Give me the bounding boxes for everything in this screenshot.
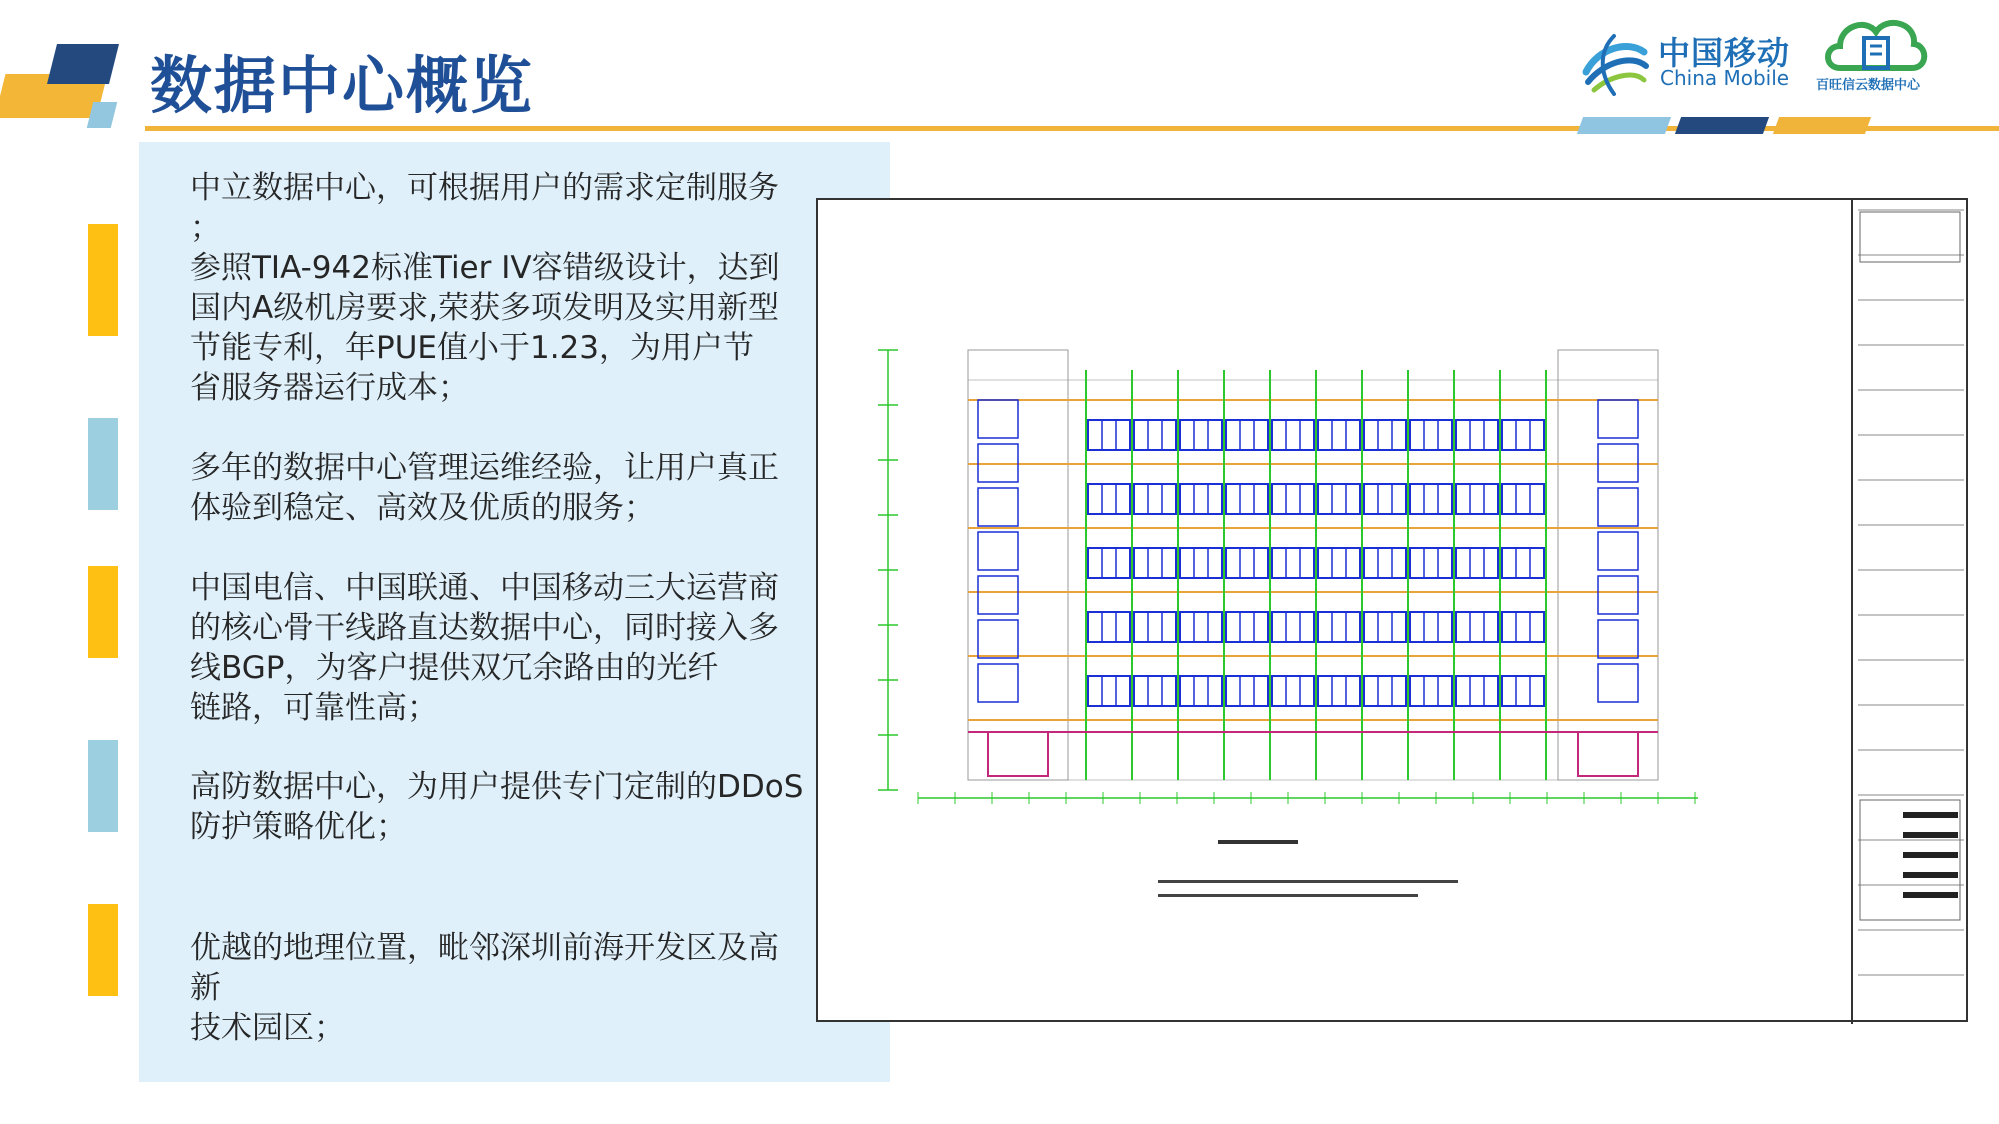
header-segment-light	[1577, 117, 1671, 134]
bullet-bar-3	[88, 566, 118, 658]
bullet-bar-4	[88, 740, 118, 832]
header-deco-dark	[47, 44, 119, 84]
bullet-bar-1	[88, 224, 118, 336]
park-logo-text: 百旺信云数据中心	[1816, 78, 1921, 93]
china-mobile-logo-icon	[1578, 28, 1652, 102]
header-segment-orange	[1773, 117, 1871, 134]
header-deco-lightblue	[87, 102, 117, 128]
paragraph-ddos: 高防数据中心，为用户提供专门定制的DDoS 防护策略优化；	[190, 769, 804, 845]
bullet-bar-5	[88, 904, 118, 996]
header-segment-dark	[1675, 117, 1769, 134]
bullet-bar-2	[88, 418, 118, 510]
building-elevation-drawing	[816, 198, 1968, 1022]
cloud-building-logo-icon	[1820, 8, 1930, 78]
slide-title: 数据中心概览	[150, 49, 535, 122]
paragraph-operations: 多年的数据中心管理运维经验，让用户真正 体验到稳定、高效及优质的服务；	[190, 450, 779, 526]
paragraph-carriers: 中国电信、中国联通、中国移动三大运营商 的核心骨干线路直达数据中心，同时接入多 线BGP，为客户提供双冗余路由的光纤 链路，可靠性高；	[190, 570, 779, 726]
china-mobile-name-cn: 中国移动	[1658, 34, 1791, 72]
china-mobile-name-en: China Mobile	[1660, 66, 1790, 90]
paragraph-standard: 中立数据中心，可根据用户的需求定制服务 ； 参照TIA-942标准Tier IV容错级设计，达到 国内A级机房要求,荣获多项发明及实用新型 节能专利，年PUE值小于1.23，为用户节 省服务器运行成本；	[190, 170, 780, 406]
paragraph-location: 优越的地理位置，毗邻深圳前海开发区及高 新 技术园区；	[190, 930, 779, 1046]
